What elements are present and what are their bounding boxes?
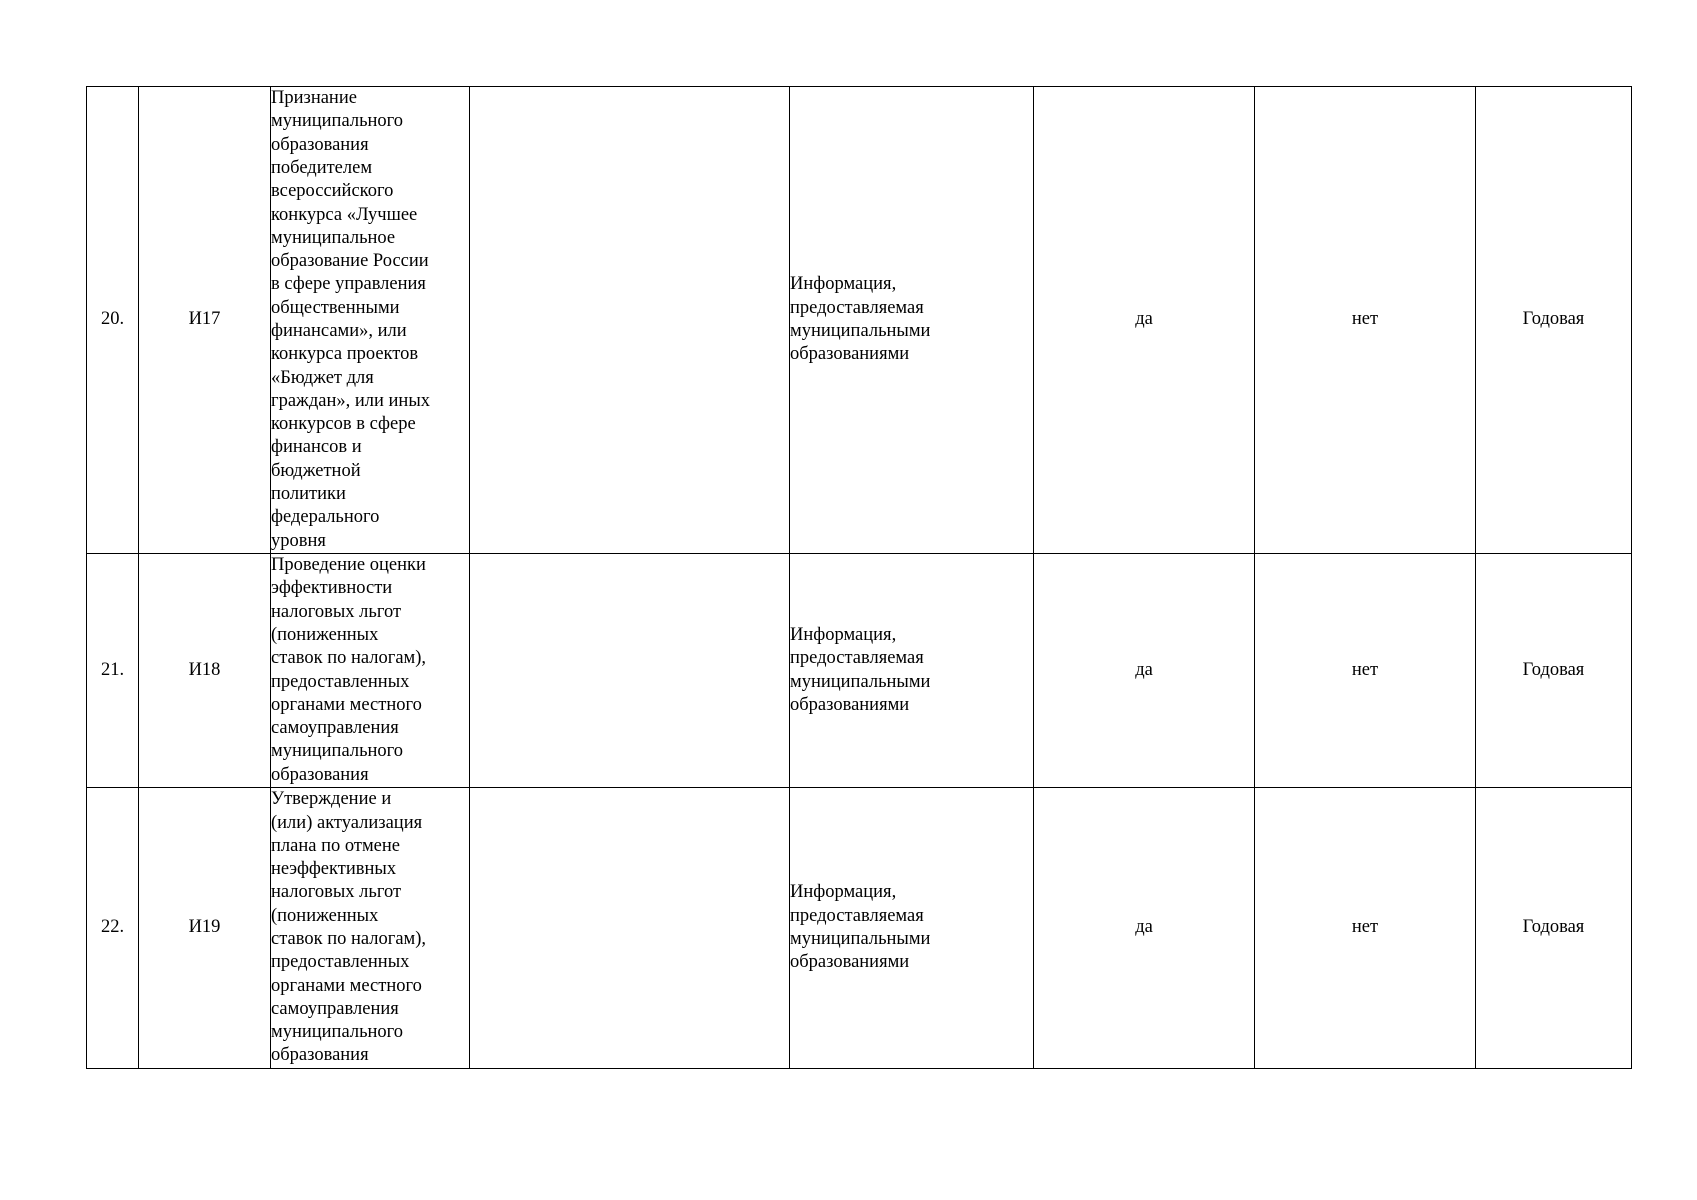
periodicity-cell: Годовая (1476, 554, 1632, 788)
yes-value-cell: да (1034, 788, 1255, 1069)
empty-cell (470, 788, 790, 1069)
empty-cell (470, 87, 790, 554)
indicator-name-text: Проведение оценки эффективности налоговых льгот (пониженных ставок по налогам), предоставленных органами местного самоуправления муниципального образования (271, 555, 427, 785)
indicator-name-cell (271, 788, 470, 1069)
data-source-text: Информация, предоставляемая муниципальными образованиями (790, 882, 931, 973)
data-source-text: Информация, предоставляемая муниципальными образованиями (790, 274, 931, 365)
indicators-table (86, 86, 1632, 1069)
indicator-name-cell (271, 554, 470, 788)
data-source-cell (790, 87, 1034, 554)
row-number-cell: 21. (87, 554, 139, 788)
data-source-text: Информация, предоставляемая муниципальными образованиями (790, 624, 931, 715)
no-value-cell: нет (1255, 87, 1476, 554)
row-number-cell: 20. (87, 87, 139, 554)
indicator-code-cell: И18 (139, 554, 271, 788)
indicator-name-text: Признание муниципального образования победителем всероссийского конкурса «Лучшее муниципальное образование России в сфере управления общественными финансами», или конкурса проектов «Бюджет для граждан», или иных конкурсов в сфере финансов и бюджетной политики федерального уровня (271, 88, 430, 551)
indicator-code-cell: И19 (139, 788, 271, 1069)
indicator-code-cell: И17 (139, 87, 271, 554)
yes-value-cell: да (1034, 87, 1255, 554)
periodicity-cell: Годовая (1476, 87, 1632, 554)
no-value-cell: нет (1255, 788, 1476, 1069)
row-number-cell: 22. (87, 788, 139, 1069)
table-row (87, 87, 1632, 554)
indicator-name-cell (271, 87, 470, 554)
yes-value-cell: да (1034, 554, 1255, 788)
table-row (87, 788, 1632, 1069)
empty-cell (470, 554, 790, 788)
periodicity-cell: Годовая (1476, 788, 1632, 1069)
table-row (87, 554, 1632, 788)
indicator-name-text: Утверждение и (или) актуализация плана по отмене неэффективных налоговых льгот (пониженных ставок по налогам), предоставленных органами местного самоуправления муниципального образования (271, 789, 427, 1066)
no-value-cell: нет (1255, 554, 1476, 788)
data-source-cell (790, 788, 1034, 1069)
data-source-cell (790, 554, 1034, 788)
